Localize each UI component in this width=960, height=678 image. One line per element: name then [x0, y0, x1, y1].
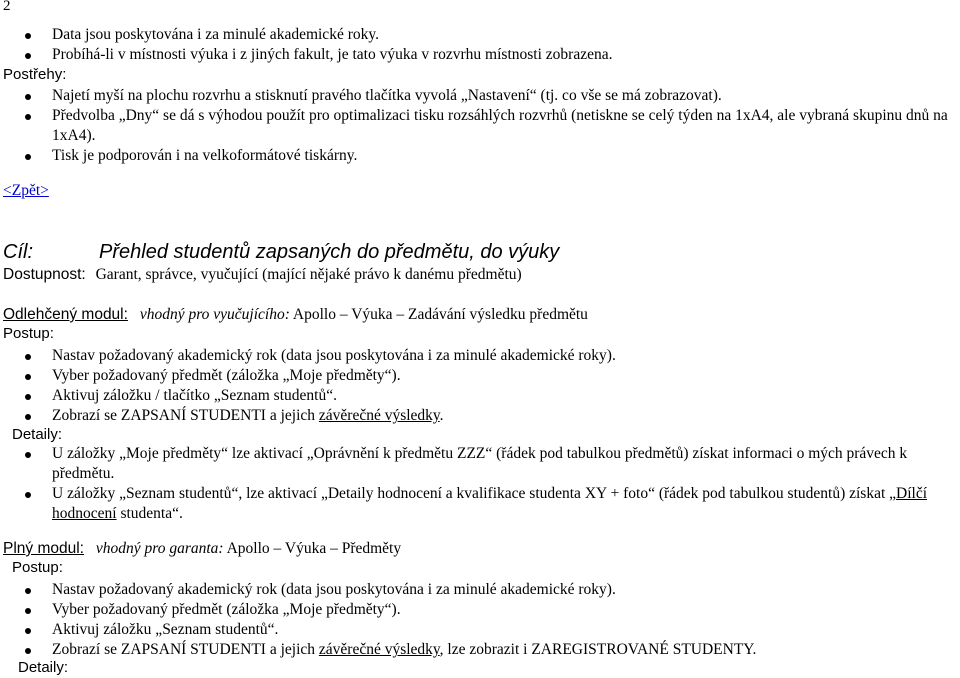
- bullet-icon: [25, 492, 31, 498]
- light-module-label: Odlehčený modul:: [3, 306, 128, 323]
- light-module-line: [3, 306, 588, 324]
- light-details-list: [0, 444, 960, 524]
- list-item: Data jsou poskytována i za minulé akademické roky.: [0, 25, 960, 45]
- bullet-icon: [25, 354, 31, 360]
- list-item: Probíhá-li v místnosti výuka i z jiných fakult, je tato výuka v rozvrhu místnosti zobrazena.: [0, 45, 960, 65]
- page-number: 2: [3, 0, 11, 14]
- goal-title: Přehled studentů zapsaných do předmětu, do výuky: [99, 241, 560, 263]
- full-steps-list: [0, 580, 960, 660]
- bullet-icon: [25, 394, 31, 400]
- postrehy-list: [0, 86, 960, 166]
- top-bullet-list: [0, 25, 960, 65]
- list-item: U záložky „Moje předměty“ lze aktivací „Oprávnění k předmětu ZZZ“ (řádek pod tabulkou předmětů) získat informaci o mých právech k předmětu.: [0, 444, 960, 484]
- full-postup-heading: Postup:: [12, 559, 63, 576]
- bullet-icon: [25, 374, 31, 380]
- bullet-icon: [25, 452, 31, 458]
- list-item: Zobrazí se ZAPSANÍ STUDENTI a jejich závěrečné výsledky.: [0, 406, 960, 426]
- bullet-icon: [25, 154, 31, 160]
- light-module-path: Apollo – Výuka – Zadávání výsledku předmětu: [292, 306, 588, 323]
- bullet-icon: [25, 33, 31, 39]
- results-link[interactable]: závěrečné výsledky: [318, 641, 440, 658]
- full-detaily-heading: Detaily:: [18, 659, 69, 676]
- list-item: U záložky „Seznam studentů“, lze aktivací „Detaily hodnocení a kvalifikace studenta XY + foto“ (řádek pod tabulkou studentů) získat „Dílčí hodnocení studenta“.: [0, 484, 960, 524]
- full-module-label: Plný modul:: [3, 540, 84, 557]
- list-item: Vyber požadovaný předmět (záložka „Moje předměty“).: [0, 600, 960, 620]
- bullet-icon: [25, 648, 31, 654]
- availability-line: [3, 266, 522, 284]
- list-item: Nastav požadovaný akademický rok (data jsou poskytována i za minulé akademické roky).: [0, 580, 960, 600]
- list-item: Tisk je podporován i na velkoformátové tiskárny.: [0, 146, 960, 166]
- bullet-icon: [25, 608, 31, 614]
- availability-value: Garant, správce, vyučující (mající nějaké právo k danému předmětu): [95, 266, 522, 283]
- full-module-path: Apollo – Výuka – Předměty: [226, 540, 402, 557]
- bullet-icon: [25, 414, 31, 420]
- full-module-line: [3, 540, 401, 558]
- light-module-suitable: vhodný pro vyučujícího:: [139, 306, 290, 323]
- list-item: Nastav požadovaný akademický rok (data jsou poskytována i za minulé akademické roky).: [0, 346, 960, 366]
- light-detaily-heading: Detaily:: [12, 426, 63, 443]
- goal-label: Cíl:: [3, 241, 33, 263]
- partial-evaluation-link[interactable]: Dílčí hodnocení: [52, 485, 928, 522]
- light-steps-list: [0, 346, 960, 426]
- bullet-icon: [25, 628, 31, 634]
- full-module-suitable: vhodný pro garanta:: [95, 540, 224, 557]
- list-item: Vyber požadovaný předmět (záložka „Moje předměty“).: [0, 366, 960, 386]
- bullet-icon: [25, 114, 31, 120]
- list-item: Aktivuj záložku / tlačítko „Seznam studentů“.: [0, 386, 960, 406]
- list-item: Aktivuj záložku „Seznam studentů“.: [0, 620, 960, 640]
- bullet-icon: [25, 588, 31, 594]
- availability-label: Dostupnost:: [3, 266, 86, 283]
- list-item: Zobrazí se ZAPSANÍ STUDENTI a jejich závěrečné výsledky, lze zobrazit i ZAREGISTROVANÉ STUDENTY.: [0, 640, 960, 660]
- list-item: Najetí myší na plochu rozvrhu a stisknutí pravého tlačítka vyvolá „Nastavení“ (tj. co vše se má zobrazovat).: [0, 86, 960, 106]
- bullet-icon: [25, 53, 31, 59]
- bullet-icon: [25, 94, 31, 100]
- postrehy-heading: Postřehy:: [3, 66, 67, 83]
- light-postup-heading: Postup:: [3, 325, 54, 342]
- goal-heading: [3, 241, 560, 264]
- back-link[interactable]: <Zpět>: [3, 182, 49, 199]
- results-link[interactable]: závěrečné výsledky: [318, 407, 440, 424]
- list-item: Předvolba „Dny“ se dá s výhodou použít pro optimalizaci tisku rozsáhlých rozvrhů (netiskne se celý týden na 1xA4, ale vybraná skupinu dnů na 1xA4).: [0, 106, 960, 146]
